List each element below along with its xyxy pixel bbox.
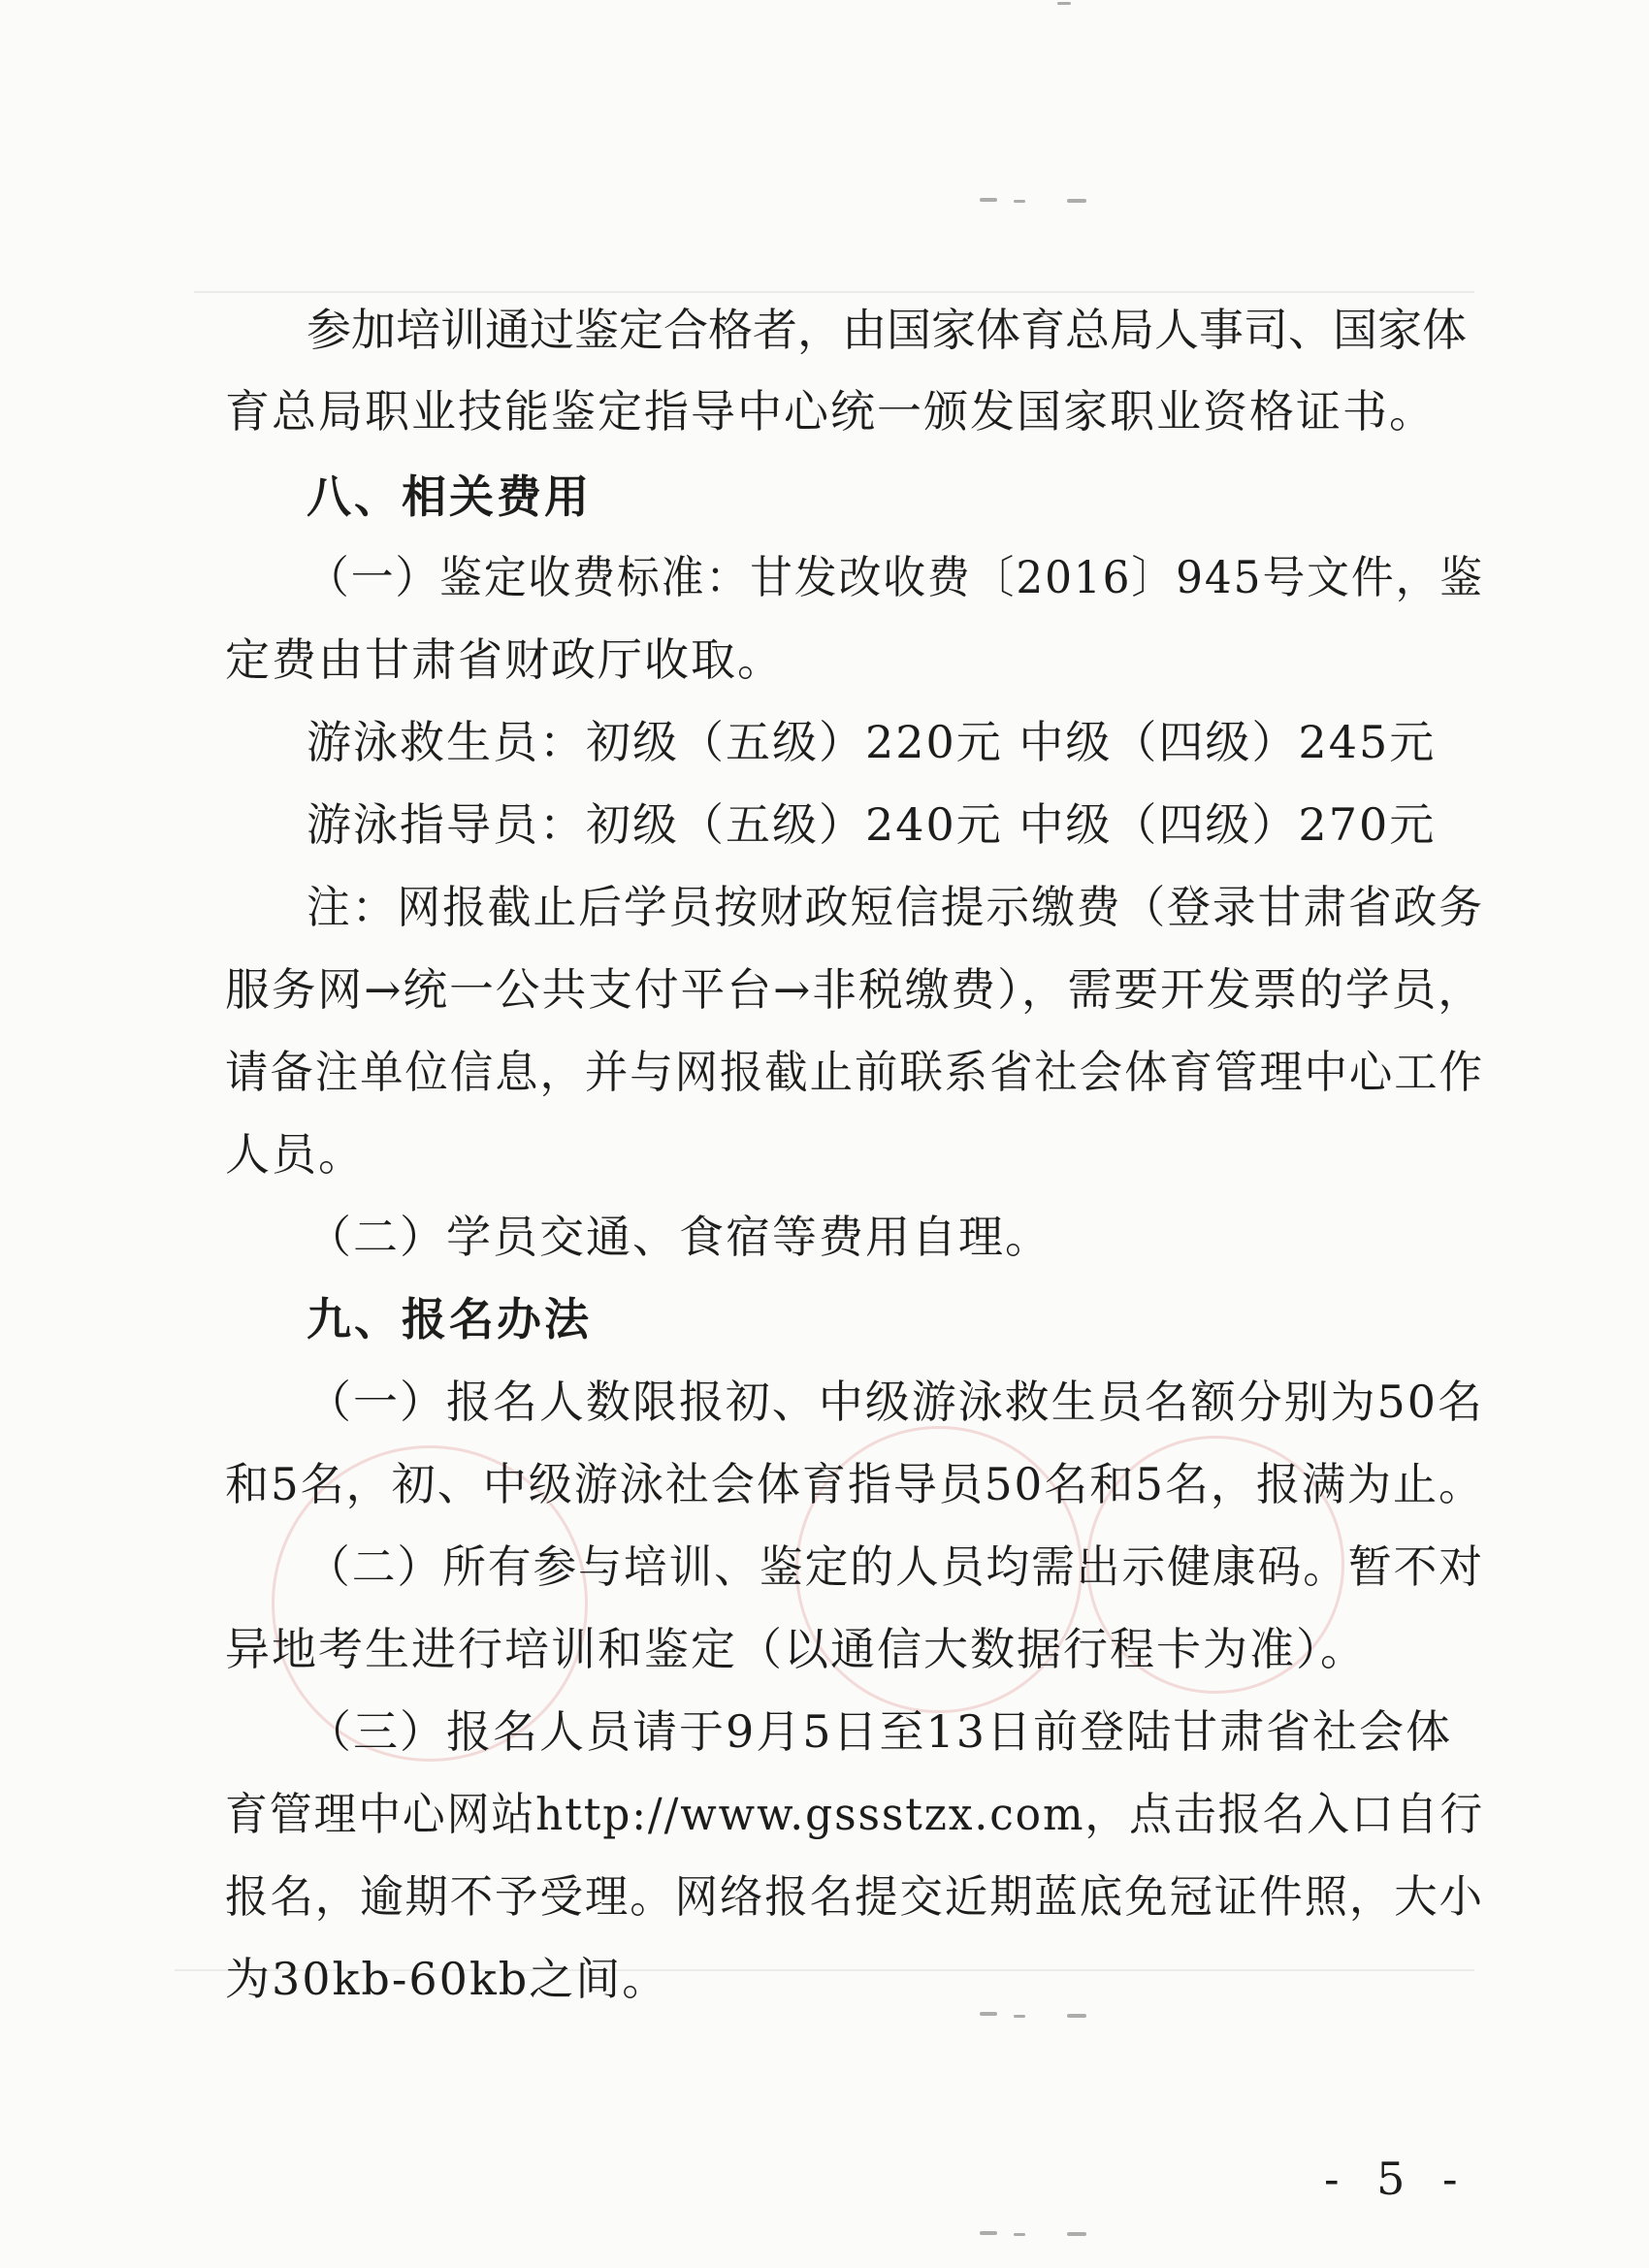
paragraph-line: 育管理中心网站http://www.gssstzx.com，点击报名入口自行 [225,1788,1484,1840]
paragraph-line: 育总局职业技能鉴定指导中心统一颁发国家职业资格证书。 [225,385,1436,437]
paragraph-line: 定费由甘肃省财政厅收取。 [225,633,784,686]
paragraph-line: 和5名，初、中级游泳社会体育指导员50名和5名，报满为止。 [225,1458,1484,1510]
paragraph-line: 为30kb-60kb之间。 [225,1953,669,2005]
paragraph-line: 报名，逾期不予受理。网络报名提交近期蓝底免冠证件照，大小 [225,1870,1484,1923]
paragraph-line: （一）鉴定收费标准：甘发改收费〔2016〕945号文件，鉴 [307,551,1484,603]
section-heading-fees: 八、相关费用 [307,470,592,523]
bleed-line [194,291,1474,293]
paragraph-line: （三）报名人员请于9月5日至13日前登陆甘肃省社会体 [307,1705,1453,1758]
scan-mark [1067,2014,1086,2018]
paragraph-line: （一）报名人数限报初、中级游泳救生员名额分别为50名 [307,1376,1484,1428]
paragraph-line: 异地考生进行培训和鉴定（以通信大数据行程卡为准）。 [225,1623,1367,1675]
scan-mark [980,2012,997,2016]
paragraph-line: （二）所有参与培训、鉴定的人员均需出示健康码。暂不对 [307,1540,1484,1593]
paragraph-line: （二）学员交通、食宿等费用自理。 [307,1211,1051,1263]
fee-line-lifeguard: 游泳救生员：初级（五级）220元 中级（四级）245元 [307,716,1437,768]
paragraph-text: 参加培训通过鉴定合格者，由国家体育总局人事司、国家体 [307,304,1467,356]
page-number: - 5 - [1324,2153,1470,2205]
paragraph-line: 注：网报截止后学员按财政短信提示缴费（登录甘肃省政务 [307,881,1484,933]
paragraph-line: 服务网→统一公共支付平台→非税缴费），需要开发票的学员， [225,963,1484,1016]
scan-mark [980,2231,997,2235]
scan-mark [1057,2,1071,5]
scan-mark [1014,2015,1025,2018]
scan-mark [980,198,997,202]
paragraph-line: 请备注单位信息，并与网报截止前联系省社会体育管理中心工作 [225,1046,1484,1098]
paragraph-line [307,301,1467,359]
scan-mark [1067,2232,1086,2236]
scan-mark [1014,200,1025,203]
scan-mark [1014,2233,1025,2236]
paragraph-line: 人员。 [225,1128,365,1181]
fee-line-instructor: 游泳指导员：初级（五级）240元 中级（四级）270元 [307,798,1437,851]
scan-mark [1067,199,1086,203]
section-heading-registration: 九、报名办法 [307,1293,592,1345]
